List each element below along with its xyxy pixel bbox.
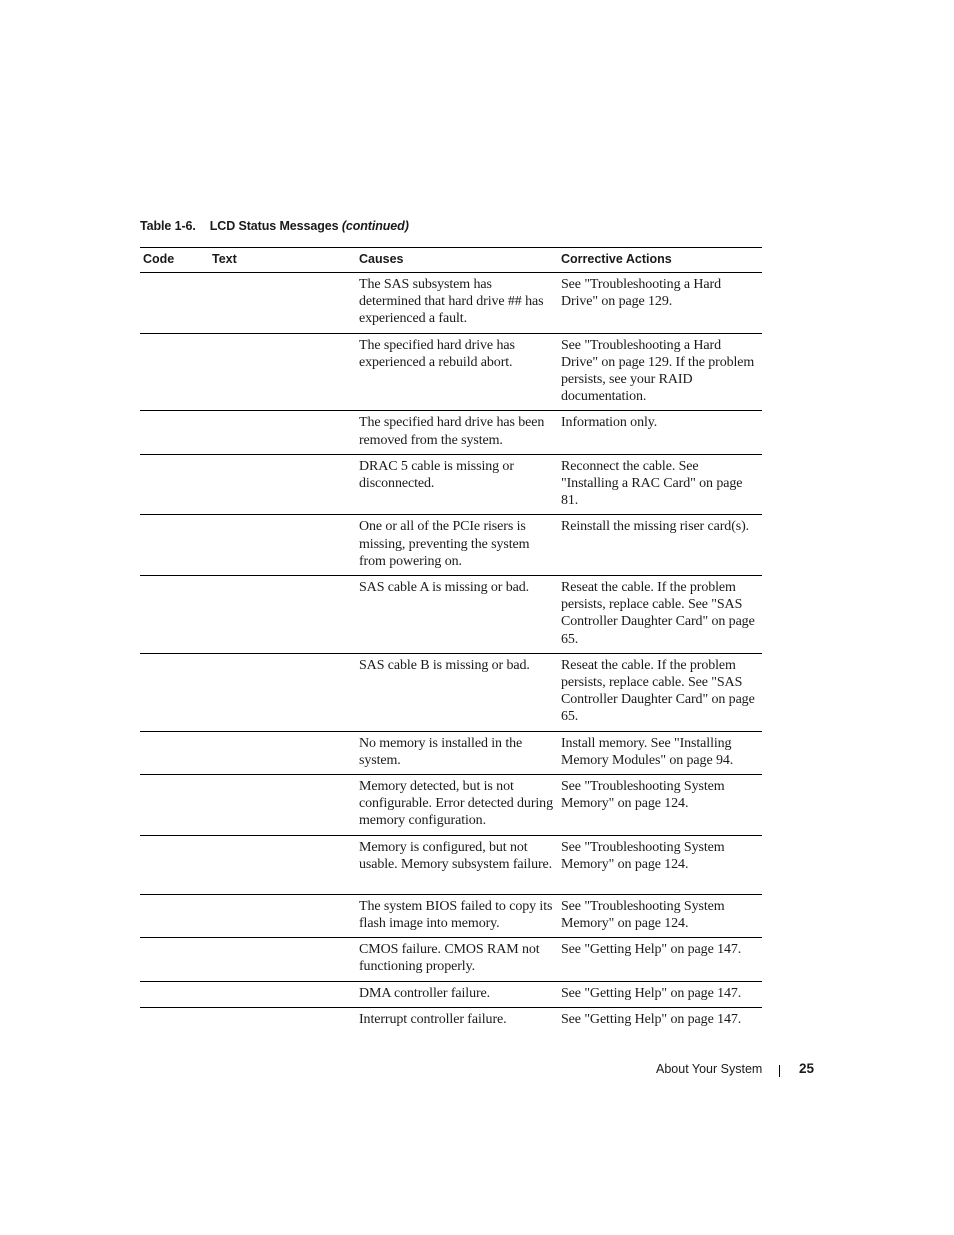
table-caption-title: LCD Status Messages xyxy=(209,219,339,233)
cell-causes: The system BIOS failed to copy its flash image into memory. xyxy=(356,894,558,937)
cell-code xyxy=(140,938,209,981)
cell-actions: See "Troubleshooting System Memory" on page 124. xyxy=(558,775,762,836)
header-causes: Causes xyxy=(356,248,558,273)
table-row xyxy=(140,273,762,334)
cell-text xyxy=(209,835,356,894)
cell-code xyxy=(140,411,209,454)
cell-code xyxy=(140,273,209,334)
cell-text xyxy=(209,894,356,937)
cell-code xyxy=(140,515,209,576)
cell-actions: Reseat the cable. If the problem persists, replace cable. See "SAS Controller Daughter Card" on page 65. xyxy=(558,653,762,731)
cell-code xyxy=(140,576,209,654)
cell-code xyxy=(140,835,209,894)
cell-actions: See "Troubleshooting a Hard Drive" on page 129. xyxy=(558,273,762,334)
header-code: Code xyxy=(140,248,209,273)
footer-section-title: About Your System xyxy=(656,1062,763,1076)
cell-text xyxy=(209,515,356,576)
cell-actions: See "Getting Help" on page 147. xyxy=(558,981,762,1007)
cell-text xyxy=(209,731,356,774)
cell-actions: See "Getting Help" on page 147. xyxy=(558,938,762,981)
cell-text xyxy=(209,653,356,731)
cell-text xyxy=(209,333,356,411)
cell-causes: Memory is configured, but not usable. Memory subsystem failure. xyxy=(356,835,558,894)
table-row xyxy=(140,894,762,937)
cell-causes: DMA controller failure. xyxy=(356,981,558,1007)
cell-text xyxy=(209,273,356,334)
page-number: 25 xyxy=(799,1061,815,1076)
table-row xyxy=(140,515,762,576)
cell-actions: Reconnect the cable. See "Installing a RAC Card" on page 81. xyxy=(558,454,762,515)
lcd-status-table xyxy=(140,247,762,1033)
cell-causes: Memory detected, but is not configurable. Error detected during memory configuration. xyxy=(356,775,558,836)
cell-text xyxy=(209,938,356,981)
cell-text xyxy=(209,576,356,654)
cell-causes: One or all of the PCIe risers is missing, preventing the system from powering on. xyxy=(356,515,558,576)
cell-causes: The specified hard drive has been removed from the system. xyxy=(356,411,558,454)
table-row xyxy=(140,775,762,836)
table-caption-label: Table 1-6. xyxy=(140,219,196,233)
cell-actions: Reinstall the missing riser card(s). xyxy=(558,515,762,576)
table-caption xyxy=(140,219,409,233)
cell-actions: Reseat the cable. If the problem persists, replace cable. See "SAS Controller Daughter Card" on page 65. xyxy=(558,576,762,654)
table-caption-suffix: (continued) xyxy=(341,219,409,233)
cell-actions: Information only. xyxy=(558,411,762,454)
header-corrective-actions: Corrective Actions xyxy=(558,248,762,273)
table-header-row xyxy=(140,248,762,273)
cell-text xyxy=(209,411,356,454)
cell-actions: See "Troubleshooting a Hard Drive" on page 129. If the problem persists, see your RAID documentation. xyxy=(558,333,762,411)
footer-divider xyxy=(779,1065,780,1077)
cell-code xyxy=(140,981,209,1007)
table-row xyxy=(140,1007,762,1033)
cell-code xyxy=(140,894,209,937)
cell-causes: DRAC 5 cable is missing or disconnected. xyxy=(356,454,558,515)
cell-actions: See "Getting Help" on page 147. xyxy=(561,1011,742,1027)
cell-text xyxy=(209,775,356,836)
cell-causes: Interrupt controller failure. xyxy=(359,1011,507,1027)
cell-text xyxy=(209,454,356,515)
table-row xyxy=(140,576,762,654)
cell-actions: Install memory. See "Installing Memory Modules" on page 94. xyxy=(558,731,762,774)
cell-causes: The SAS subsystem has determined that hard drive ## has experienced a fault. xyxy=(356,273,558,334)
cell-code xyxy=(140,1007,209,1033)
table-row xyxy=(140,938,762,981)
table-row xyxy=(140,454,762,515)
table-row xyxy=(140,981,762,1007)
cell-causes: SAS cable A is missing or bad. xyxy=(356,576,558,654)
cell-causes: The specified hard drive has experienced a rebuild abort. xyxy=(356,333,558,411)
cell-text xyxy=(209,1007,356,1033)
cell-code xyxy=(140,653,209,731)
cell-causes: SAS cable B is missing or bad. xyxy=(356,653,558,731)
cell-code xyxy=(140,731,209,774)
cell-code xyxy=(140,454,209,515)
table-row xyxy=(140,411,762,454)
cell-actions: See "Troubleshooting System Memory" on page 124. xyxy=(558,835,762,894)
cell-actions: See "Troubleshooting System Memory" on page 124. xyxy=(558,894,762,937)
cell-code xyxy=(140,333,209,411)
cell-text xyxy=(209,981,356,1007)
header-text: Text xyxy=(209,248,356,273)
cell-causes: CMOS failure. CMOS RAM not functioning properly. xyxy=(356,938,558,981)
table-row xyxy=(140,731,762,774)
cell-causes: No memory is installed in the system. xyxy=(356,731,558,774)
table-row xyxy=(140,835,762,894)
table-row xyxy=(140,333,762,411)
cell-code xyxy=(140,775,209,836)
table-row xyxy=(140,653,762,731)
